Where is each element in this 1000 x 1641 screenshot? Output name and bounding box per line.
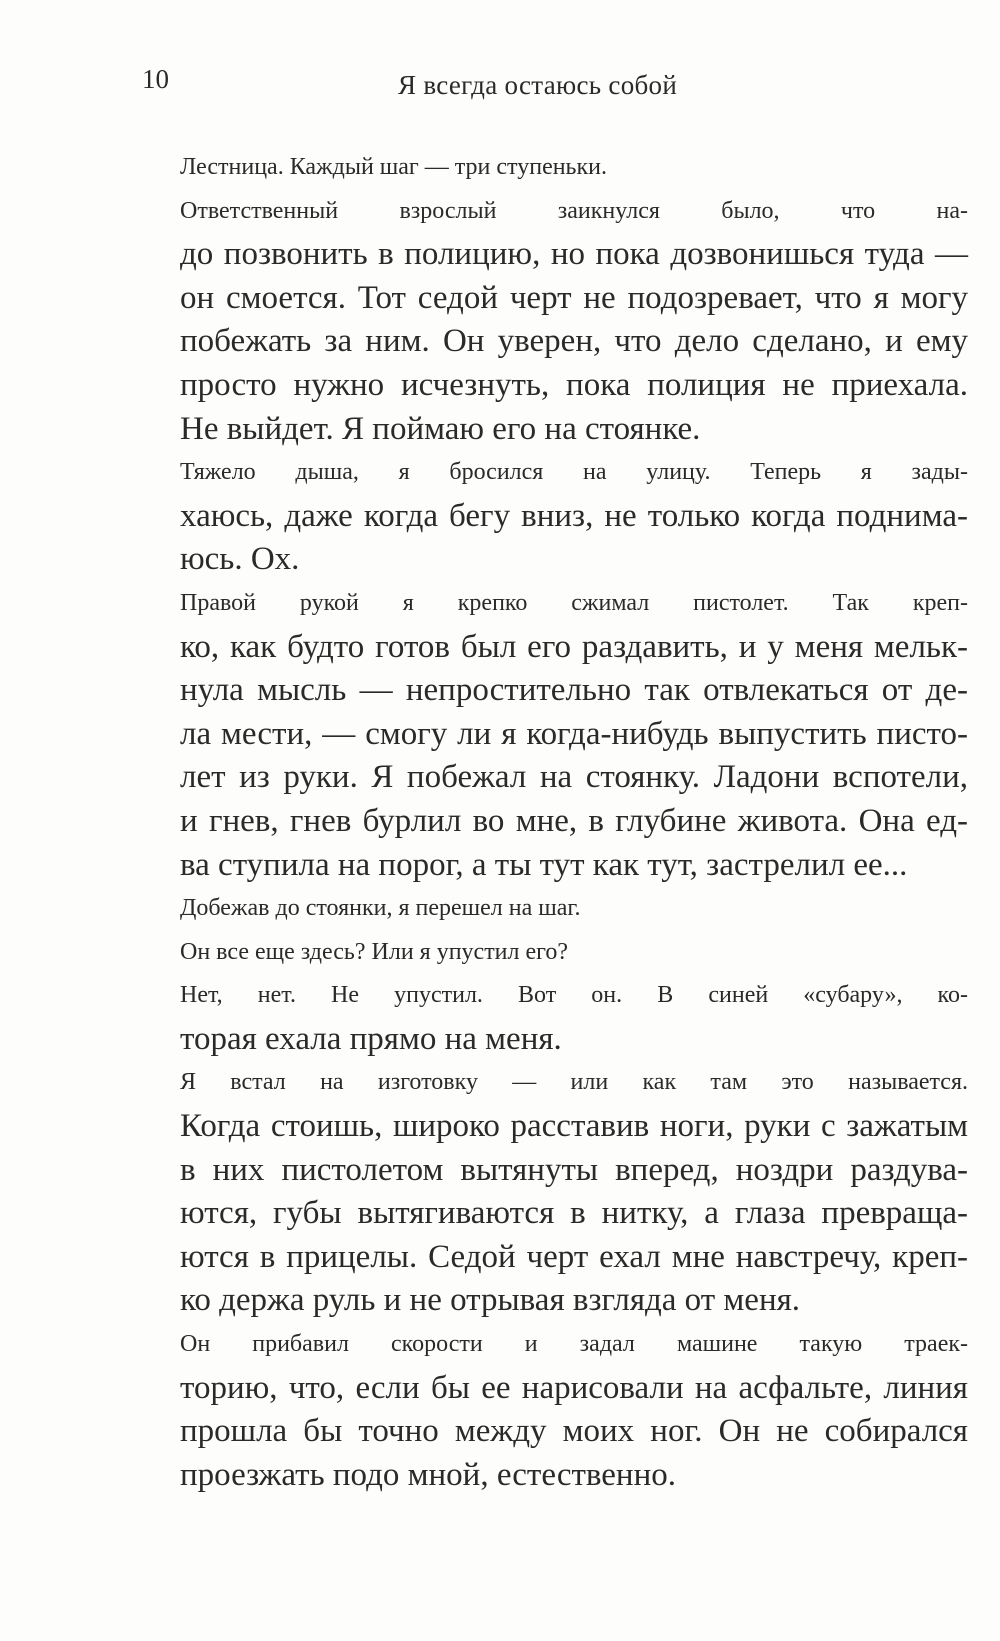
- text-line: Когда стоишь, широко расставив ноги, руки с зажатым: [180, 1108, 968, 1145]
- paragraph: [136, 887, 968, 931]
- text-line: торию, что, если бы ее нарисовали на асфальте, линия: [180, 1369, 968, 1406]
- text-line: Ответственный взрослый заикнулся было, что на-: [180, 197, 968, 224]
- text-line: Я встал на изготовку — или как там это называется.: [180, 1069, 968, 1096]
- text-line: до позвонить в полицию, но пока дозвонишься туда —: [180, 236, 968, 273]
- text-line: Он все еще здесь? Или я упустил его?: [180, 938, 569, 965]
- text-line: Правой рукой я крепко сжимал пистолет. Так креп-: [180, 589, 968, 616]
- text-line: Он прибавил скорости и задал машине такую траек-: [180, 1331, 968, 1358]
- paragraph: [136, 974, 968, 1061]
- text-line: ла мести, — смогу ли я когда-нибудь выпустить писто-: [180, 715, 968, 752]
- text-line: ва ступила на порог, а ты тут как тут, застрелил ее...: [180, 846, 908, 883]
- paragraph: [136, 1061, 968, 1323]
- text-line: торая ехала прямо на меня.: [180, 1020, 562, 1057]
- text-line: лет из руки. Я побежал на стоянку. Ладони вспотели,: [180, 759, 968, 796]
- text-line: проезжать подо мной, естественно.: [180, 1456, 676, 1493]
- paragraph: [136, 190, 968, 452]
- paragraph: [136, 931, 968, 975]
- text-line: побежать за ним. Он уверен, что дело сделано, и ему: [180, 323, 968, 360]
- text-line: Добежав до стоянки, я перешел на шаг.: [180, 895, 581, 922]
- paragraph: [136, 582, 968, 887]
- text-line: нула мысль — непростительно так отвлекаться от де-: [180, 672, 968, 709]
- text-line: ются, губы вытягиваются в нитку, а глаза превраща-: [180, 1195, 968, 1232]
- text-line: Не выйдет. Я поймаю его на стоянке.: [180, 410, 701, 447]
- body-text: [136, 146, 968, 1497]
- text-line: Лестница. Каждый шаг — три ступеньки.: [180, 154, 608, 180]
- paragraph: [136, 451, 968, 582]
- paragraph: [136, 1323, 968, 1497]
- text-line: и гнев, гнев бурлил во мне, в глубине живота. Она ед-: [180, 802, 968, 839]
- text-line: хаюсь, даже когда бегу вниз, не только когда поднима-: [180, 497, 968, 534]
- text-line: в них пистолетом вытянуты вперед, ноздри раздува-: [180, 1151, 968, 1188]
- text-line: юсь. Ох.: [180, 541, 300, 578]
- paragraph: [136, 146, 968, 190]
- text-line: Нет, нет. Не упустил. Вот он. В синей «субару», ко-: [180, 982, 968, 1009]
- running-title: Я всегда остаюсь собой: [398, 70, 678, 100]
- text-line: Тяжело дыша, я бросился на улицу. Теперь я зады-: [180, 459, 968, 486]
- text-line: он смоется. Тот седой черт не подозревает, что я могу: [180, 279, 968, 316]
- text-line: ются в прицелы. Седой черт ехал мне навстречу, креп-: [180, 1238, 968, 1275]
- text-line: ко держа руль и не отрывая взгляда от меня.: [180, 1282, 801, 1319]
- page-number: 10: [142, 64, 169, 94]
- text-line: ко, как будто готов был его раздавить, и у меня мельк-: [180, 628, 968, 665]
- text-line: просто нужно исчезнуть, пока полиция не приехала.: [180, 366, 968, 403]
- text-line: прошла бы точно между моих ног. Он не собирался: [180, 1413, 968, 1450]
